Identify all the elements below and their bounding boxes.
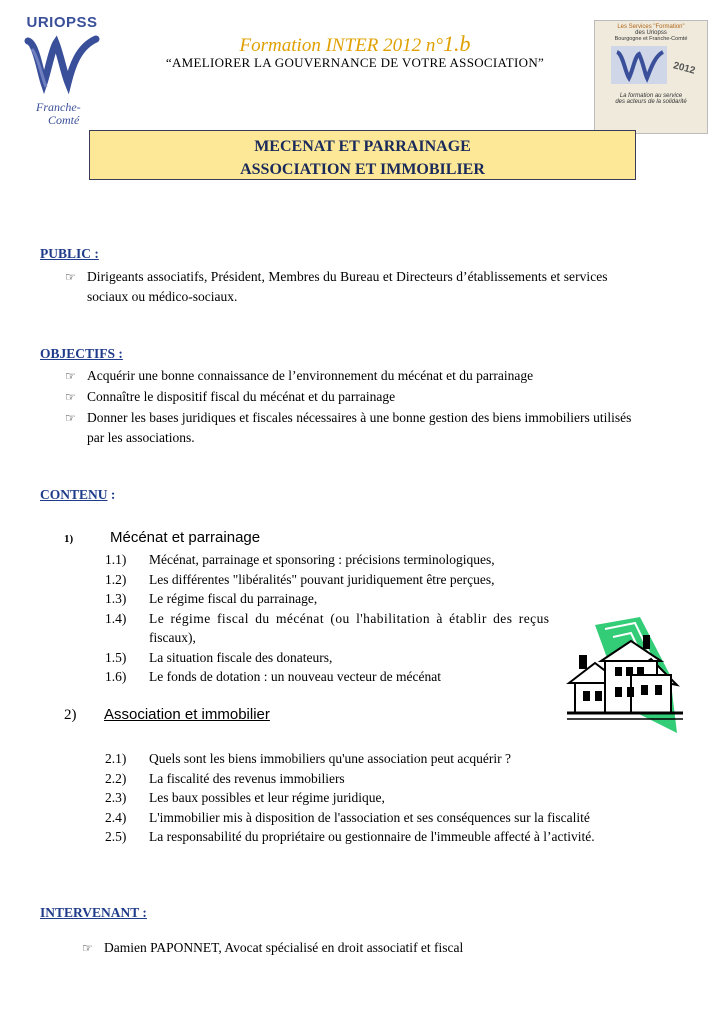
pointing-hand-icon: ☞ (65, 369, 76, 383)
item-num: 1.2) (105, 571, 127, 587)
section2-title: Association et immobilier (104, 706, 270, 723)
list-item (105, 589, 557, 609)
item-num: 2.1) (105, 751, 127, 766)
section2-list (105, 749, 695, 847)
intervenant-name: Damien PAPONNET, Avocat spécialisé en droit associatif et fiscal (104, 940, 464, 955)
objectifs-heading: OBJECTIFS : (40, 346, 123, 361)
uriopss-logo (22, 14, 102, 126)
item-num: 1.4) (105, 610, 127, 626)
section2-heading (64, 706, 270, 724)
item-text: La fiscalité des revenus immobiliers (149, 770, 345, 786)
item-text: Mécénat, parrainage et sponsoring : précisions terminologiques, (149, 552, 495, 567)
list-item (105, 769, 695, 789)
logo-mark-icon (22, 31, 102, 101)
formation-logo-year: 2012 (671, 60, 697, 77)
item-num: 2.4) (105, 809, 127, 825)
section1-num: 1) (64, 533, 74, 545)
list-item (105, 749, 695, 769)
logo-script-2: Comté (48, 113, 80, 127)
pointing-hand-icon: ☞ (65, 390, 76, 404)
item-text-wrap (149, 609, 550, 648)
formation-logo-line4: La formation au service (619, 93, 683, 99)
item-text: La situation fiscale des donateurs, (149, 649, 333, 665)
item-text-cont: fiscaux), (149, 630, 196, 645)
list-item (105, 808, 695, 828)
formation-logo-line2: des Uriopss (635, 30, 667, 36)
formation-logo-line3: Bourgogne et Franche-Comté (614, 36, 688, 42)
item-text: Les différentes "libéralités" pouvant juridiquement être perçues, (149, 571, 495, 587)
public-item-line1: Dirigeants associatifs, Président, Membres du Bureau et Directeurs d’établissements et services (87, 269, 608, 284)
list-item (105, 609, 557, 648)
objectif-text-line2: par les associations. (87, 430, 195, 445)
page-title (150, 31, 560, 57)
item-text: Le régime fiscal du parrainage, (149, 591, 318, 606)
banner-line-2: ASSOCIATION ET IMMOBILIER (240, 161, 485, 178)
objectif-text: Connaître le dispositif fiscal du mécénat et du parrainage (87, 389, 396, 404)
objectif-item (65, 408, 685, 448)
item-num: 2.5) (105, 829, 127, 844)
section1-list (105, 550, 557, 687)
logo-script-1: Franche- (36, 100, 81, 114)
formation-logo (594, 20, 708, 134)
item-num: 2.3) (105, 790, 127, 805)
item-num: 1.3) (105, 591, 127, 606)
objectif-text-line1: Donner les bases juridiques et fiscales nécessaires à une bonne gestion des biens immobiliers utilisés (87, 410, 632, 425)
pointing-hand-icon: ☞ (65, 411, 76, 425)
formation-logo-line1: Les Services "Formation" (617, 24, 685, 30)
public-heading: PUBLIC : (40, 246, 99, 261)
list-item (105, 550, 557, 570)
list-item (105, 648, 557, 668)
contenu-heading (40, 487, 115, 503)
contenu-heading-text: CONTENU (40, 487, 108, 502)
pointing-hand-icon: ☞ (65, 270, 76, 284)
item-text: L'immobilier mis à disposition de l'association et ses conséquences sur la fiscalité (149, 809, 590, 825)
public-item-line2: sociaux ou médico-sociaux. (87, 289, 238, 304)
intervenant-heading: INTERVENANT : (40, 905, 147, 920)
section1-title: Mécénat et parrainage (110, 529, 261, 546)
list-item (105, 570, 557, 590)
item-num: 1.5) (105, 649, 127, 665)
item-num: 1.6) (105, 669, 127, 684)
list-item (105, 827, 695, 847)
section2-num: 2) (64, 707, 77, 723)
page-subtitle: “AMELIORER LA GOUVERNANCE DE VOTRE ASSOCIATION” (165, 55, 545, 70)
item-text: Quels sont les biens immobiliers qu'une association peut acquérir ? (149, 751, 511, 766)
public-item (65, 267, 685, 307)
title-text: Formation INTER 2012 n° (239, 35, 443, 56)
item-text: Le régime fiscal du mécénat (ou l'habilitation à établir des reçus (149, 610, 550, 626)
formation-logo-line5: des acteurs de la solidarité (615, 99, 687, 105)
item-num: 1.1) (105, 552, 127, 567)
logo-name: URIOPSS (26, 14, 98, 31)
objectif-item (65, 387, 685, 407)
item-text: La responsabilité du propriétaire ou gestionnaire de l'immeuble affecté à l’activité. (149, 829, 595, 844)
section1-heading (64, 529, 260, 547)
intervenant-item (82, 938, 682, 958)
objectif-text: Acquérir une bonne connaissance de l’environnement du mécénat et du parrainage (87, 368, 534, 383)
title-banner (89, 130, 636, 180)
contenu-heading-suffix: : (107, 487, 116, 502)
item-num: 2.2) (105, 770, 127, 786)
item-text: Les baux possibles et leur régime juridique, (149, 790, 385, 805)
item-text: Le fonds de dotation : un nouveau vecteur de mécénat (149, 669, 442, 684)
pointing-hand-icon: ☞ (82, 941, 93, 955)
objectif-item (65, 366, 685, 386)
list-item (105, 788, 695, 808)
banner-line-1: MECENAT ET PARRAINAGE (254, 138, 471, 155)
title-number: 1.b (442, 31, 471, 56)
house-clipart-icon (565, 615, 685, 735)
list-item (105, 667, 557, 687)
